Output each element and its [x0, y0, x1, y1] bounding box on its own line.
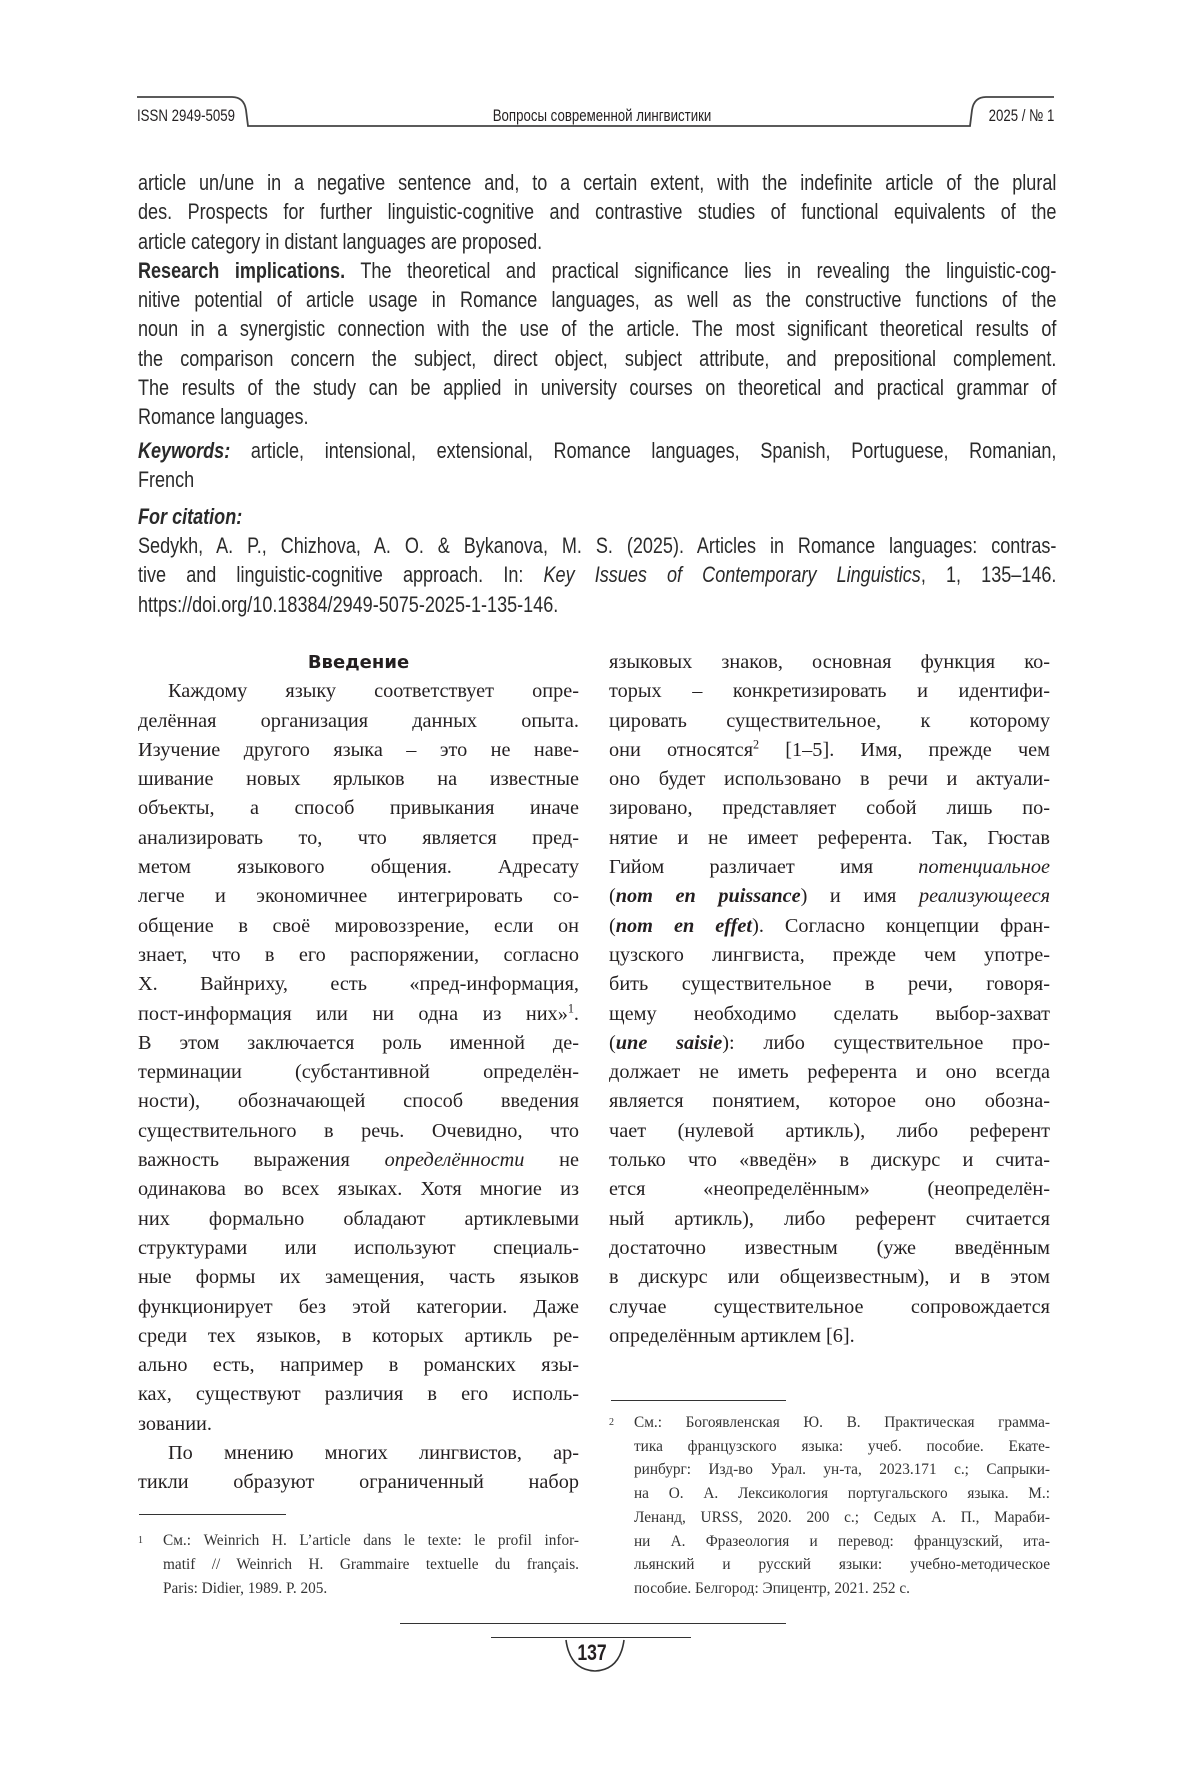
footnote-marker: 2 [609, 1411, 614, 1435]
body-line: Х. Вайнриху, есть «пред-информация, [138, 970, 579, 999]
text-span: , 1, 135–146. [921, 562, 1057, 587]
body-line [138, 1146, 579, 1175]
citation-heading [138, 502, 1056, 531]
right-column [609, 648, 1050, 1351]
citation-line: https://doi.org/10.18384/2949-5075-2025-1-135-146. [138, 590, 1056, 619]
body-line: зовании. [138, 1410, 579, 1439]
emphasis-text: потенциальное [918, 856, 1050, 878]
body-line: зировано, представляет собой лишь по- [609, 794, 1050, 823]
body-line [609, 736, 1050, 765]
body-line: ально есть, например в романских язы- [138, 1351, 579, 1380]
body-line: Изучение другого языка – это не наве- [138, 736, 579, 765]
body-line: терминации (субстантивной определён- [138, 1058, 579, 1087]
keywords-line: French [138, 465, 1056, 494]
section-heading: Введение [138, 648, 579, 677]
footnote-line: Paris: Didier, 1989. P. 205. [163, 1577, 579, 1601]
body-line: шивание новых ярлыков на известные [138, 765, 579, 794]
body-line [609, 882, 1050, 911]
body-line [609, 912, 1050, 941]
body-line: случае существительное сопровождается [609, 1293, 1050, 1322]
footnote-2 [609, 1411, 1050, 1601]
body-line [609, 1029, 1050, 1058]
abstract-line: nitive potential of article usage in Romance languages, as well as the constructive functions of the [138, 285, 1056, 314]
text-span: article, intensional, extensional, Romance languages, Spanish, Portuguese, Romanian, [230, 438, 1056, 463]
body-line: является понятием, которое оно обозна- [609, 1087, 1050, 1116]
body-line: знает, что в его распоряжении, согласно [138, 941, 579, 970]
body-line: определённым артиклем [6]. [609, 1322, 1050, 1351]
body-line: легче и экономичнее интегрировать со- [138, 882, 579, 911]
citation-label [138, 502, 1056, 531]
body-line: анализировать то, что является пред- [138, 824, 579, 853]
body-line: Каждому языку соответствует опре- [138, 677, 579, 706]
body-line: ется «неопределённым» (неопределён- [609, 1175, 1050, 1204]
body-line: делённая организация данных опыта. [138, 707, 579, 736]
abstract-line: the comparison concern the subject, direct object, subject attribute, and prepositional complement. [138, 344, 1056, 373]
body-line: чает (нулевой артикль), либо референт [609, 1117, 1050, 1146]
text-span: tive and linguistic-cognitive approach. In: [138, 562, 544, 587]
citation-line: Sedykh, A. P., Chizhova, A. O. & Bykanova, M. S. (2025). Articles in Romance languages: contras- [138, 531, 1056, 560]
body-line: ный артикль), либо референт считается [609, 1205, 1050, 1234]
body-line: В этом заключается роль именной де- [138, 1029, 579, 1058]
emphasis-text: Keywords: [138, 438, 230, 463]
body-line: только что «введён» в дискурс и счита- [609, 1146, 1050, 1175]
text-span: ( [609, 885, 616, 907]
body-line: метом языкового общения. Адресату [138, 853, 579, 882]
footnote-line: льянский и русский языки: учебно-методическое [634, 1553, 1050, 1577]
body-line: них формально обладают артиклевыми [138, 1205, 579, 1234]
footnote-line: ринбург: Изд-во Урал. ун-та, 2023.171 с.; Сапрыки- [634, 1458, 1050, 1482]
abstract-line: Romance languages. [138, 402, 1056, 431]
text-span: пост-информация или ни одна из них» [138, 1003, 568, 1025]
footnote-line: на О. А. Лексикология португальского языка. М.: [634, 1482, 1050, 1506]
keywords [138, 436, 1056, 495]
footnote-line: matif // Weinrich H. Grammaire textuelle du français. [163, 1553, 579, 1577]
body-line: одинакова во всех языках. Хотя многие из [138, 1175, 579, 1204]
abstract-line: article un/une in a negative sentence and, to a certain extent, with the indefinite article of the plural [138, 168, 1056, 197]
text-span: ): либо существительное про- [722, 1032, 1050, 1054]
issue-number: 2025 / № 1 [988, 106, 1054, 126]
footnote-divider [611, 1400, 786, 1401]
emphasis-text: определённости [385, 1149, 525, 1171]
footnote-reference: 2 [753, 738, 759, 752]
footnote-line: ни А. Фразеология и перевод: французский, ита- [634, 1530, 1050, 1554]
emphasis-text: une saisie [616, 1032, 723, 1054]
body-line: среди тех языков, в которых артикль ре- [138, 1322, 579, 1351]
text-span: важность выражения [138, 1149, 385, 1171]
text-span: ( [609, 915, 616, 937]
body-line [138, 1000, 579, 1029]
emphasis-text: реализующееся [919, 885, 1050, 907]
body-line: цузского лингвиста, прежде чем употре- [609, 941, 1050, 970]
abstract-line [138, 256, 1056, 285]
body-line: нятие и не имеет референта. Так, Гюстав [609, 824, 1050, 853]
text-span: The theoretical and practical significance lies in revealing the linguistic-cog- [345, 258, 1056, 283]
abstract-line: des. Prospects for further linguistic-cognitive and contrastive studies of functional equivalents of the [138, 197, 1056, 226]
body-line: языковых знаков, основная функция ко- [609, 648, 1050, 677]
body-line: ности), обозначающей способ введения [138, 1087, 579, 1116]
keywords-line [138, 436, 1056, 465]
footnote-divider [139, 1514, 286, 1515]
footer-rule [400, 1623, 786, 1624]
abstract-line: The results of the study can be applied in university courses on theoretical and practical grammar of [138, 373, 1056, 402]
body-line: ках, существуют различия в его исполь- [138, 1380, 579, 1409]
footnote-line: См.: Богоявленская Ю. В. Практическая грамма- [634, 1411, 1050, 1435]
body-line: тикли образуют ограниченный набор [138, 1468, 579, 1497]
body-line: структурами или используют специаль- [138, 1234, 579, 1263]
page-number: 137 [566, 1640, 617, 1666]
text-span: ( [609, 1032, 616, 1054]
footnote-marker: 1 [138, 1529, 143, 1553]
text-span: Гийом различает имя [609, 856, 918, 878]
body-line: оно будет использовано в речи и актуали- [609, 765, 1050, 794]
footnote-reference: 1 [568, 1001, 574, 1015]
emphasis-text: Research implications. [138, 258, 345, 283]
emphasis-text: Key Issues of Contemporary Linguistics [544, 562, 921, 587]
body-line: торых – конкретизировать и идентифи- [609, 677, 1050, 706]
body-line: должает не иметь референта и оно всегда [609, 1058, 1050, 1087]
body-line: ные формы их замещения, часть языков [138, 1263, 579, 1292]
footnote-line: См.: Weinrich H. L’article dans le texte: le profil infor- [163, 1529, 579, 1553]
body-line: существительного в речь. Очевидно, что [138, 1117, 579, 1146]
body-line: бить существительное в речи, говоря- [609, 970, 1050, 999]
abstract-line: noun in a synergistic connection with the use of the article. The most significant theoretical results of [138, 314, 1056, 343]
body-line: По мнению многих лингвистов, ар- [138, 1439, 579, 1468]
body-line: в дискурс или общеизвестным), и в этом [609, 1263, 1050, 1292]
citation-line [138, 560, 1056, 589]
left-column [138, 648, 579, 1498]
emphasis-text: For citation: [138, 504, 242, 529]
body-line: функционирует без этой категории. Даже [138, 1293, 579, 1322]
footnote-text [163, 1529, 579, 1601]
text-span: [1–5]. Имя, прежде чем [759, 739, 1050, 761]
body-line: общение в своё мировоззрение, если он [138, 912, 579, 941]
footnote-1 [138, 1529, 579, 1601]
citation [138, 531, 1056, 619]
abstract-line: article category in distant languages are proposed. [138, 227, 1056, 256]
text-span: не [524, 1149, 579, 1171]
text-span: ). Согласно концепции фран- [752, 915, 1050, 937]
body-line: объекты, а способ привыкания иначе [138, 794, 579, 823]
issn: ISSN 2949-5059 [137, 106, 235, 126]
body-line: цировать существительное, к которому [609, 707, 1050, 736]
body-line: достаточно известным (уже введённым [609, 1234, 1050, 1263]
text-span: они относятся [609, 739, 753, 761]
footnote-text [634, 1411, 1050, 1601]
footnote-line: пособие. Белгород: Эпицентр, 2021. 252 с. [634, 1577, 1050, 1601]
text-span: ) и имя [801, 885, 919, 907]
footnote-line: Ленанд, URSS, 2020. 200 с.; Седых А. П., Мараби- [634, 1506, 1050, 1530]
text-span: . [574, 1003, 579, 1025]
footnote-line: тика французского языка: учеб. пособие. Екате- [634, 1435, 1050, 1459]
emphasis-text: nom en puissance [616, 885, 801, 907]
journal-title: Вопросы современной лингвистики [460, 106, 744, 126]
emphasis-text: nom en effet [616, 915, 752, 937]
body-line: щему необходимо сделать выбор-захват [609, 1000, 1050, 1029]
body-line [609, 853, 1050, 882]
abstract [138, 168, 1056, 432]
